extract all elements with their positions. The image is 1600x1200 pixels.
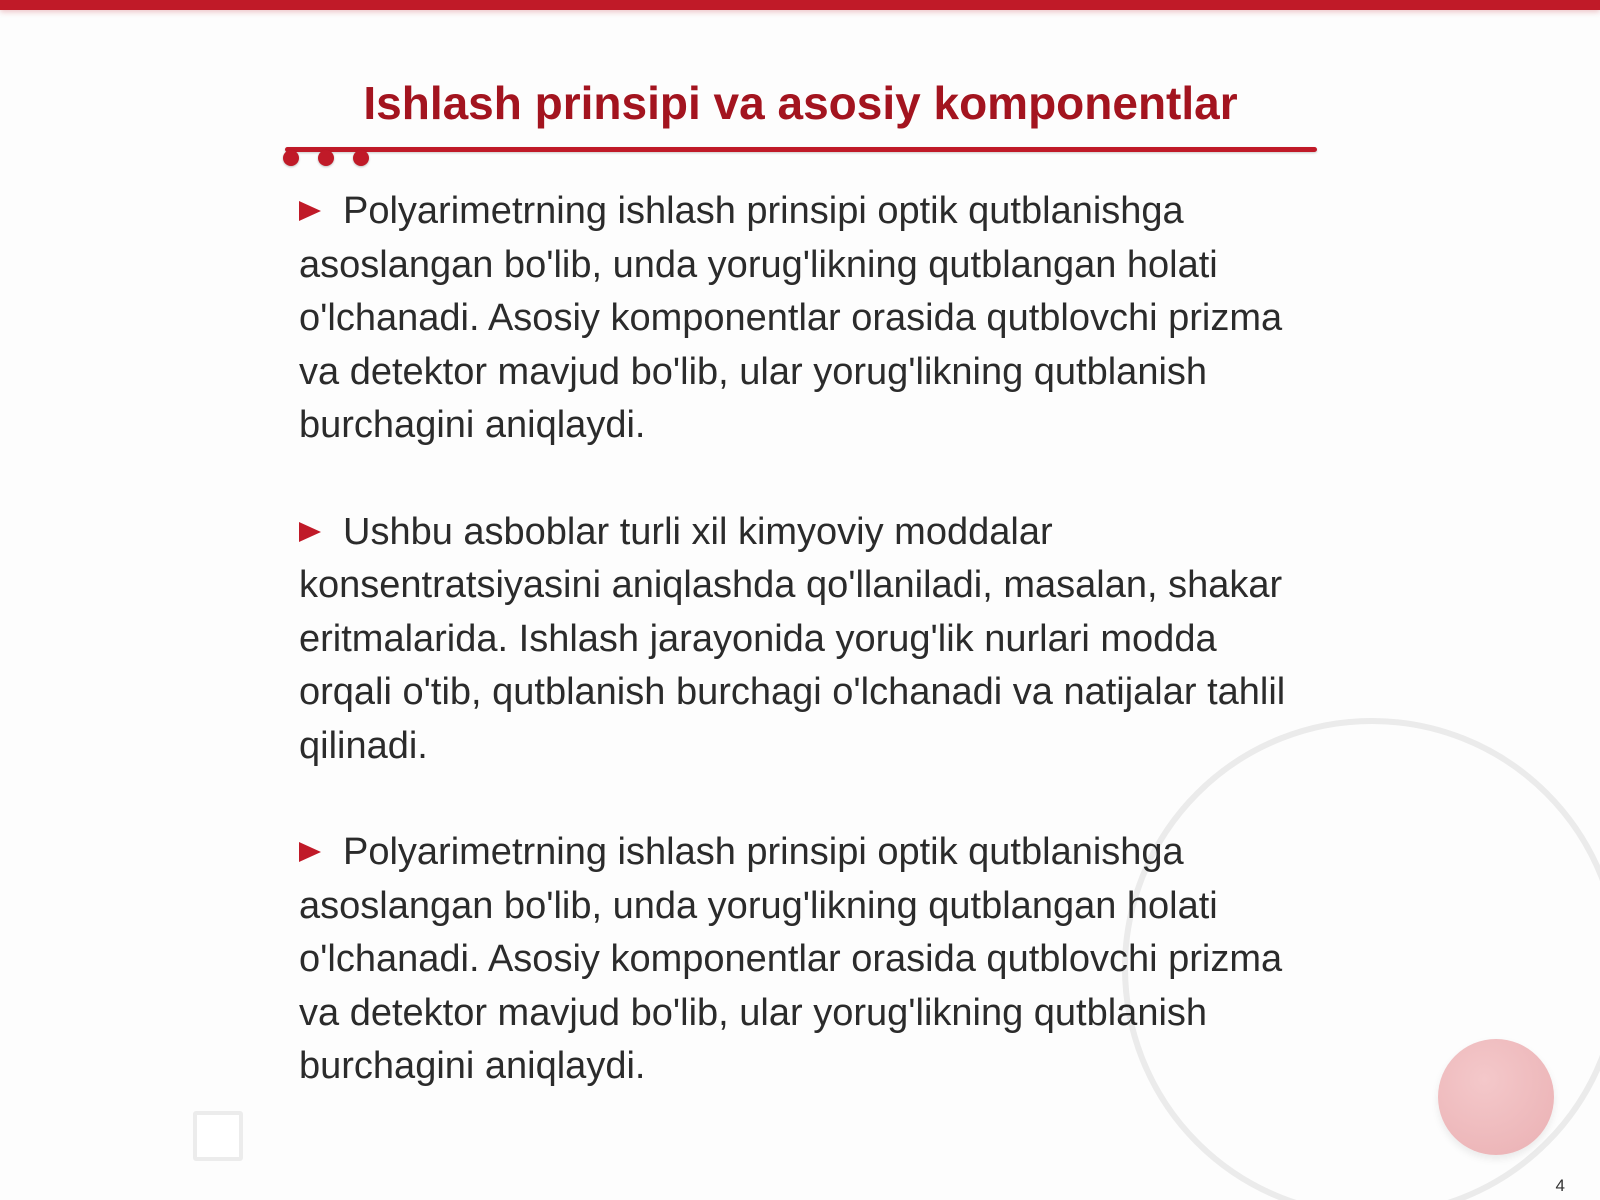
paragraph-text: Ushbu asboblar turli xil kimyoviy moddalar konsentratsiyasini aniqlashda qo'llaniladi, masalan, shakar eritmalarida. Ishlash jarayonida yorug'lik nurlari modda orqali o'tib, qutblanish burchagi o'lchanadi va natijalar tahlil qilinadi. [299,510,1286,767]
title-underline [285,147,1317,152]
triangle-right-icon [299,522,321,542]
bullet-paragraph [299,185,1319,453]
triangle-right-icon [299,842,321,862]
bullet-paragraph [299,506,1319,774]
bullet-paragraph [299,826,1319,1094]
slide-body [299,185,1319,1147]
decorative-dot-icon [353,150,369,166]
decorative-circle [1438,1039,1554,1155]
top-accent-bar [0,0,1600,10]
paragraph-text: Polyarimetrning ishlash prinsipi optik qutblanishga asoslangan bo'lib, unda yorug'likning qutblangan holati o'lchanadi. Asosiy komponentlar orasida qutblovchi prizma va detektor mavjud bo'lib, ular yorug'likning qutblanish burchagini aniqlaydi. [299,831,1283,1087]
slide-title: Ishlash prinsipi va asosiy komponentlar [363,77,1238,129]
triangle-right-icon [299,201,321,221]
page-number: 4 [1555,1176,1565,1195]
decorative-dot-icon [283,150,299,166]
paragraph-text: Polyarimetrning ishlash prinsipi optik qutblanishga asoslangan bo'lib, unda yorug'likning qutblangan holati o'lchanadi. Asosiy komponentlar orasida qutblovchi prizma va detektor mavjud bo'lib, ular yorug'likning qutblanish burchagini aniqlaydi. [299,190,1283,446]
decorative-dot-icon [318,150,334,166]
decorative-square [193,1111,243,1161]
